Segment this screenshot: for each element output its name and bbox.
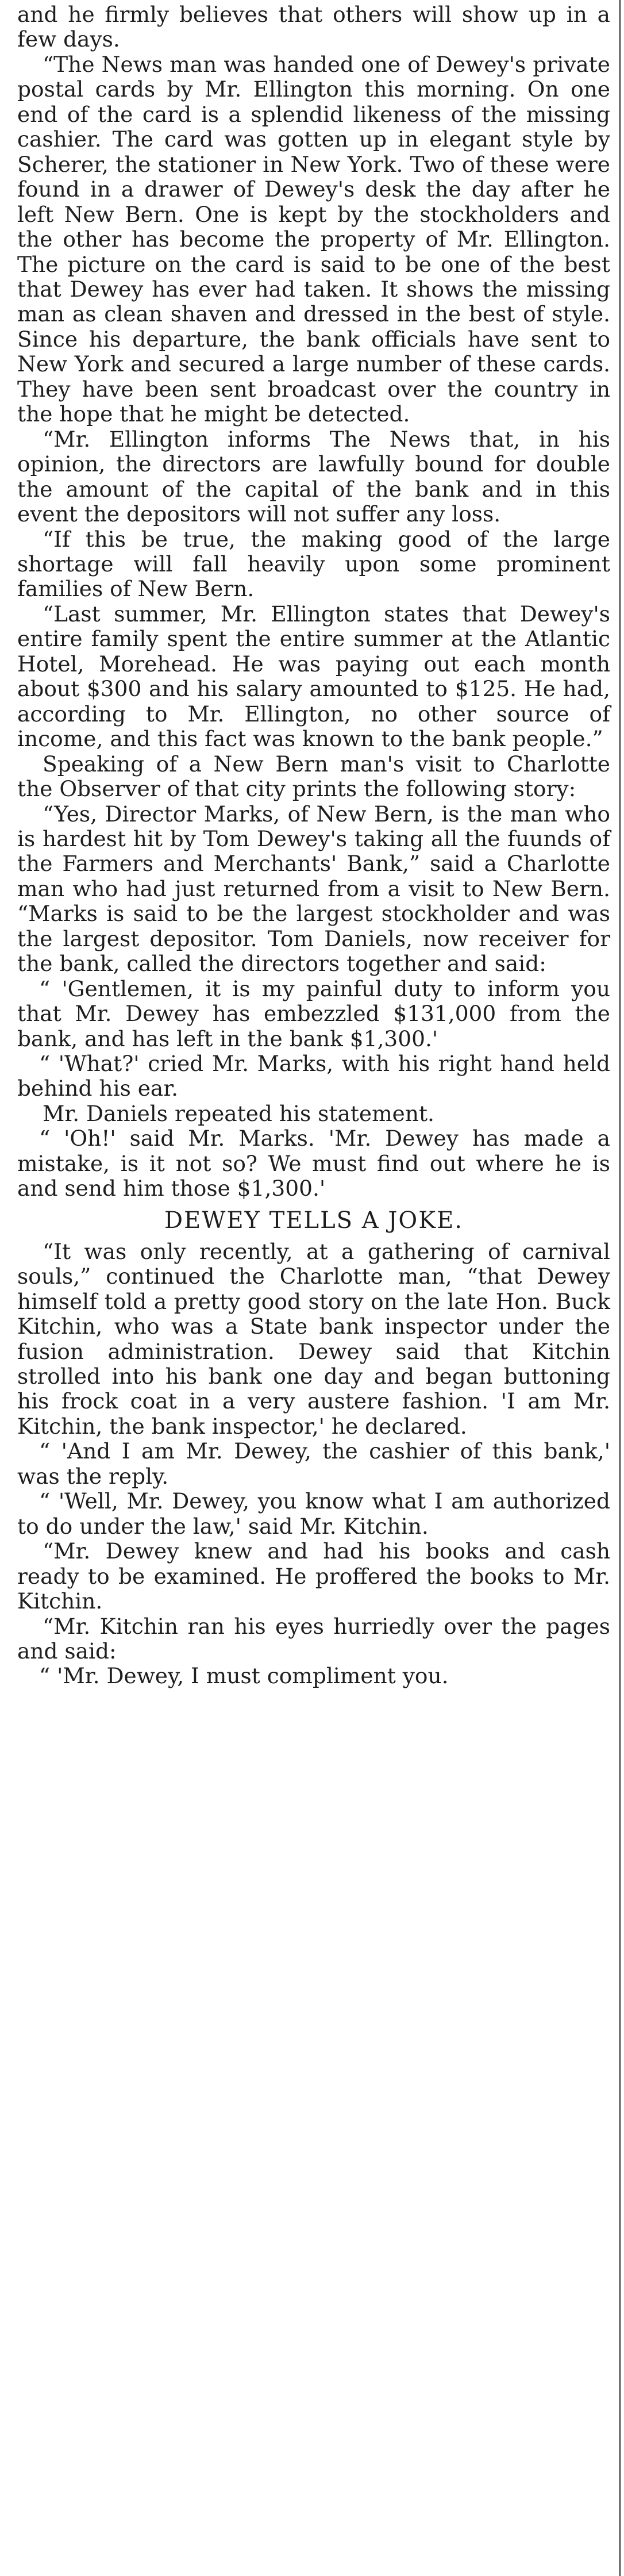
- article-paragraph: “ 'Well, Mr. Dewey, you know what I am authorized to do under the law,' said Mr. Kitchin.: [17, 1488, 610, 1539]
- article-paragraph: “The News man was handed one of Dewey's private postal cards by Mr. Ellington this morning. On one end of the card is a splendid likeness of the missing cashier. The card was gotten up in elegant style by Scherer, the stationer in New York. Two of these were found in a drawer of Dewey's desk the day after he left New Bern. One is kept by the stockholders and the other has become the property of Mr. Ellington. The picture on the card is said to be one of the best that Dewey has ever had taken. It shows the missing man as clean shaven and dressed in the best of style. Since his departure, the bank officials have sent to New York and secured a large number of these cards. They have been sent broadcast over the country in the hope that he might be detected.: [17, 51, 610, 427]
- article-paragraph: “ 'And I am Mr. Dewey, the cashier of this bank,' was the reply.: [17, 1438, 610, 1489]
- article-column: [17, 2, 610, 1689]
- article-paragraph: “Mr. Ellington informs The News that, in his opinion, the directors are lawfully bound for double the amount of the capital of the bank and in this event the depositors will not suffer any loss.: [17, 426, 610, 527]
- article-paragraph: Mr. Daniels repeated his statement.: [43, 1100, 434, 1126]
- article-paragraph: “ 'Mr. Dewey, I must compliment you.: [39, 1663, 449, 1689]
- article-paragraph: “ 'Oh!' said Mr. Marks. 'Mr. Dewey has made a mistake, is it not so? We must find out where he is and send him those $1,300.': [17, 1126, 610, 1201]
- article-paragraph: “Mr. Dewey knew and had his books and cash ready to be examined. He proffered the books to Mr. Kitchin.: [17, 1538, 610, 1614]
- article-paragraph: Speaking of a New Bern man's visit to Charlotte the Observer of that city prints the following story:: [17, 751, 610, 802]
- article-paragraph: and he firmly believes that others will show up in a few days.: [17, 2, 610, 52]
- article-paragraph: “ 'Gentlemen, it is my painful duty to inform you that Mr. Dewey has embezzled $131,000 from the bank, and has left in the bank $1,300.': [17, 976, 610, 1051]
- article-paragraph: “Yes, Director Marks, of New Bern, is the man who is hardest hit by Tom Dewey's taking all the fuunds of the Farmers and Merchants' Bank,” said a Charlotte man who had just returned from a visit to New Bern. “Marks is said to be the largest stockholder and was the largest depositor. Tom Daniels, now receiver for the bank, called the directors together and said:: [17, 801, 610, 977]
- article-subheading: DEWEY TELLS A JOKE.: [164, 1207, 464, 1234]
- article-paragraph: “If this be true, the making good of the large shortage will fall heavily upon some prominent families of New Bern.: [17, 526, 610, 602]
- article-paragraph: “Last summer, Mr. Ellington states that Dewey's entire family spent the entire summer at the Atlantic Hotel, Morehead. He was paying out each month about $300 and his salary amounted to $125. He had, according to Mr. Ellington, no other source of income, and this fact was known to the bank people.”: [17, 601, 610, 752]
- column-rule: [619, 0, 621, 2576]
- article-paragraph: “It was only recently, at a gathering of carnival souls,” continued the Charlotte man, “that Dewey himself told a pretty good story on the late Hon. Buck Kitchin, who was a State bank inspector under the fusion administration. Dewey said that Kitchin strolled into his bank one day and began buttoning his frock coat in a very austere fashion. 'I am Mr. Kitchin, the bank inspector,' he declared.: [17, 1238, 610, 1439]
- article-paragraph: “ 'What?' cried Mr. Marks, with his right hand held behind his ear.: [17, 1051, 610, 1101]
- article-paragraph: “Mr. Kitchin ran his eyes hurriedly over the pages and said:: [17, 1613, 610, 1664]
